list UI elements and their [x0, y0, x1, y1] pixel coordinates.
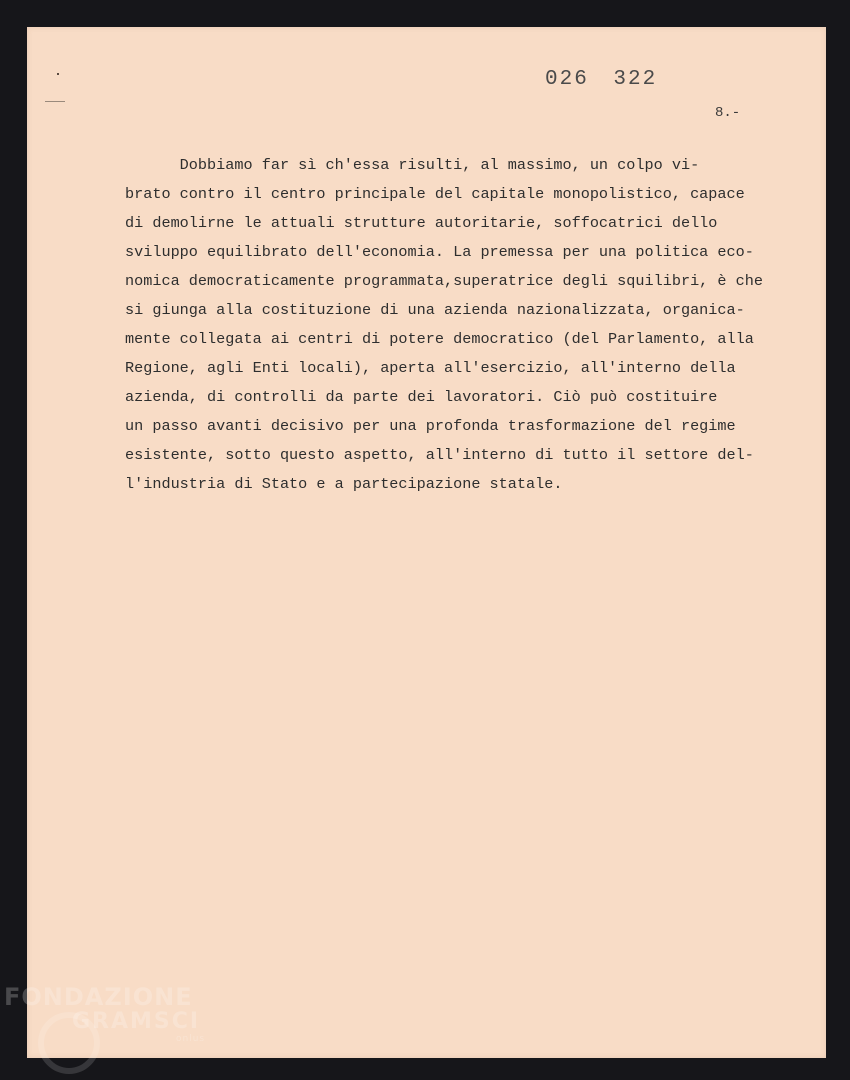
text-line: un passo avanti decisivo per una profonda trasformazione del regime — [125, 417, 736, 435]
watermark-line2: GRAMSCI — [72, 1009, 201, 1034]
document-page — [27, 27, 826, 1058]
watermark-line3: onlus — [176, 1034, 206, 1044]
text-line: di demolirne le attuali strutture autoritarie, soffocatrici dello — [125, 214, 718, 232]
text-line: l'industria di Stato e a partecipazione statale. — [125, 475, 563, 493]
text-line: esistente, sotto questo aspetto, all'interno di tutto il settore del- — [125, 446, 754, 464]
text-line: azienda, di controlli da parte dei lavoratori. Ciò può costituire — [125, 388, 718, 406]
archive-number: 026 322 — [545, 68, 658, 91]
text-line: si giunga alla costituzione di una azienda nazionalizzata, organica- — [125, 301, 745, 319]
text-line: mente collegata ai centri di potere democratico (del Parlamento, alla — [125, 330, 754, 348]
corner-dot — [57, 73, 59, 75]
corner-mark — [45, 101, 65, 102]
text-line: nomica democraticamente programmata,superatrice degli squilibri, è che — [125, 272, 763, 290]
text-line: Dobbiamo far sì ch'essa risulti, al massimo, un colpo vi- — [125, 156, 700, 174]
watermark — [4, 985, 205, 1044]
text-line: brato contro il centro principale del capitale monopolistico, capace — [125, 185, 745, 203]
text-line: Regione, agli Enti locali), aperta all'esercizio, all'interno della — [125, 359, 736, 377]
watermark-line1: FONDAZIONE — [4, 983, 193, 1011]
text-line: sviluppo equilibrato dell'economia. La premessa per una politica eco- — [125, 243, 754, 261]
page-number: 8.- — [715, 105, 741, 121]
body-text — [125, 151, 785, 499]
